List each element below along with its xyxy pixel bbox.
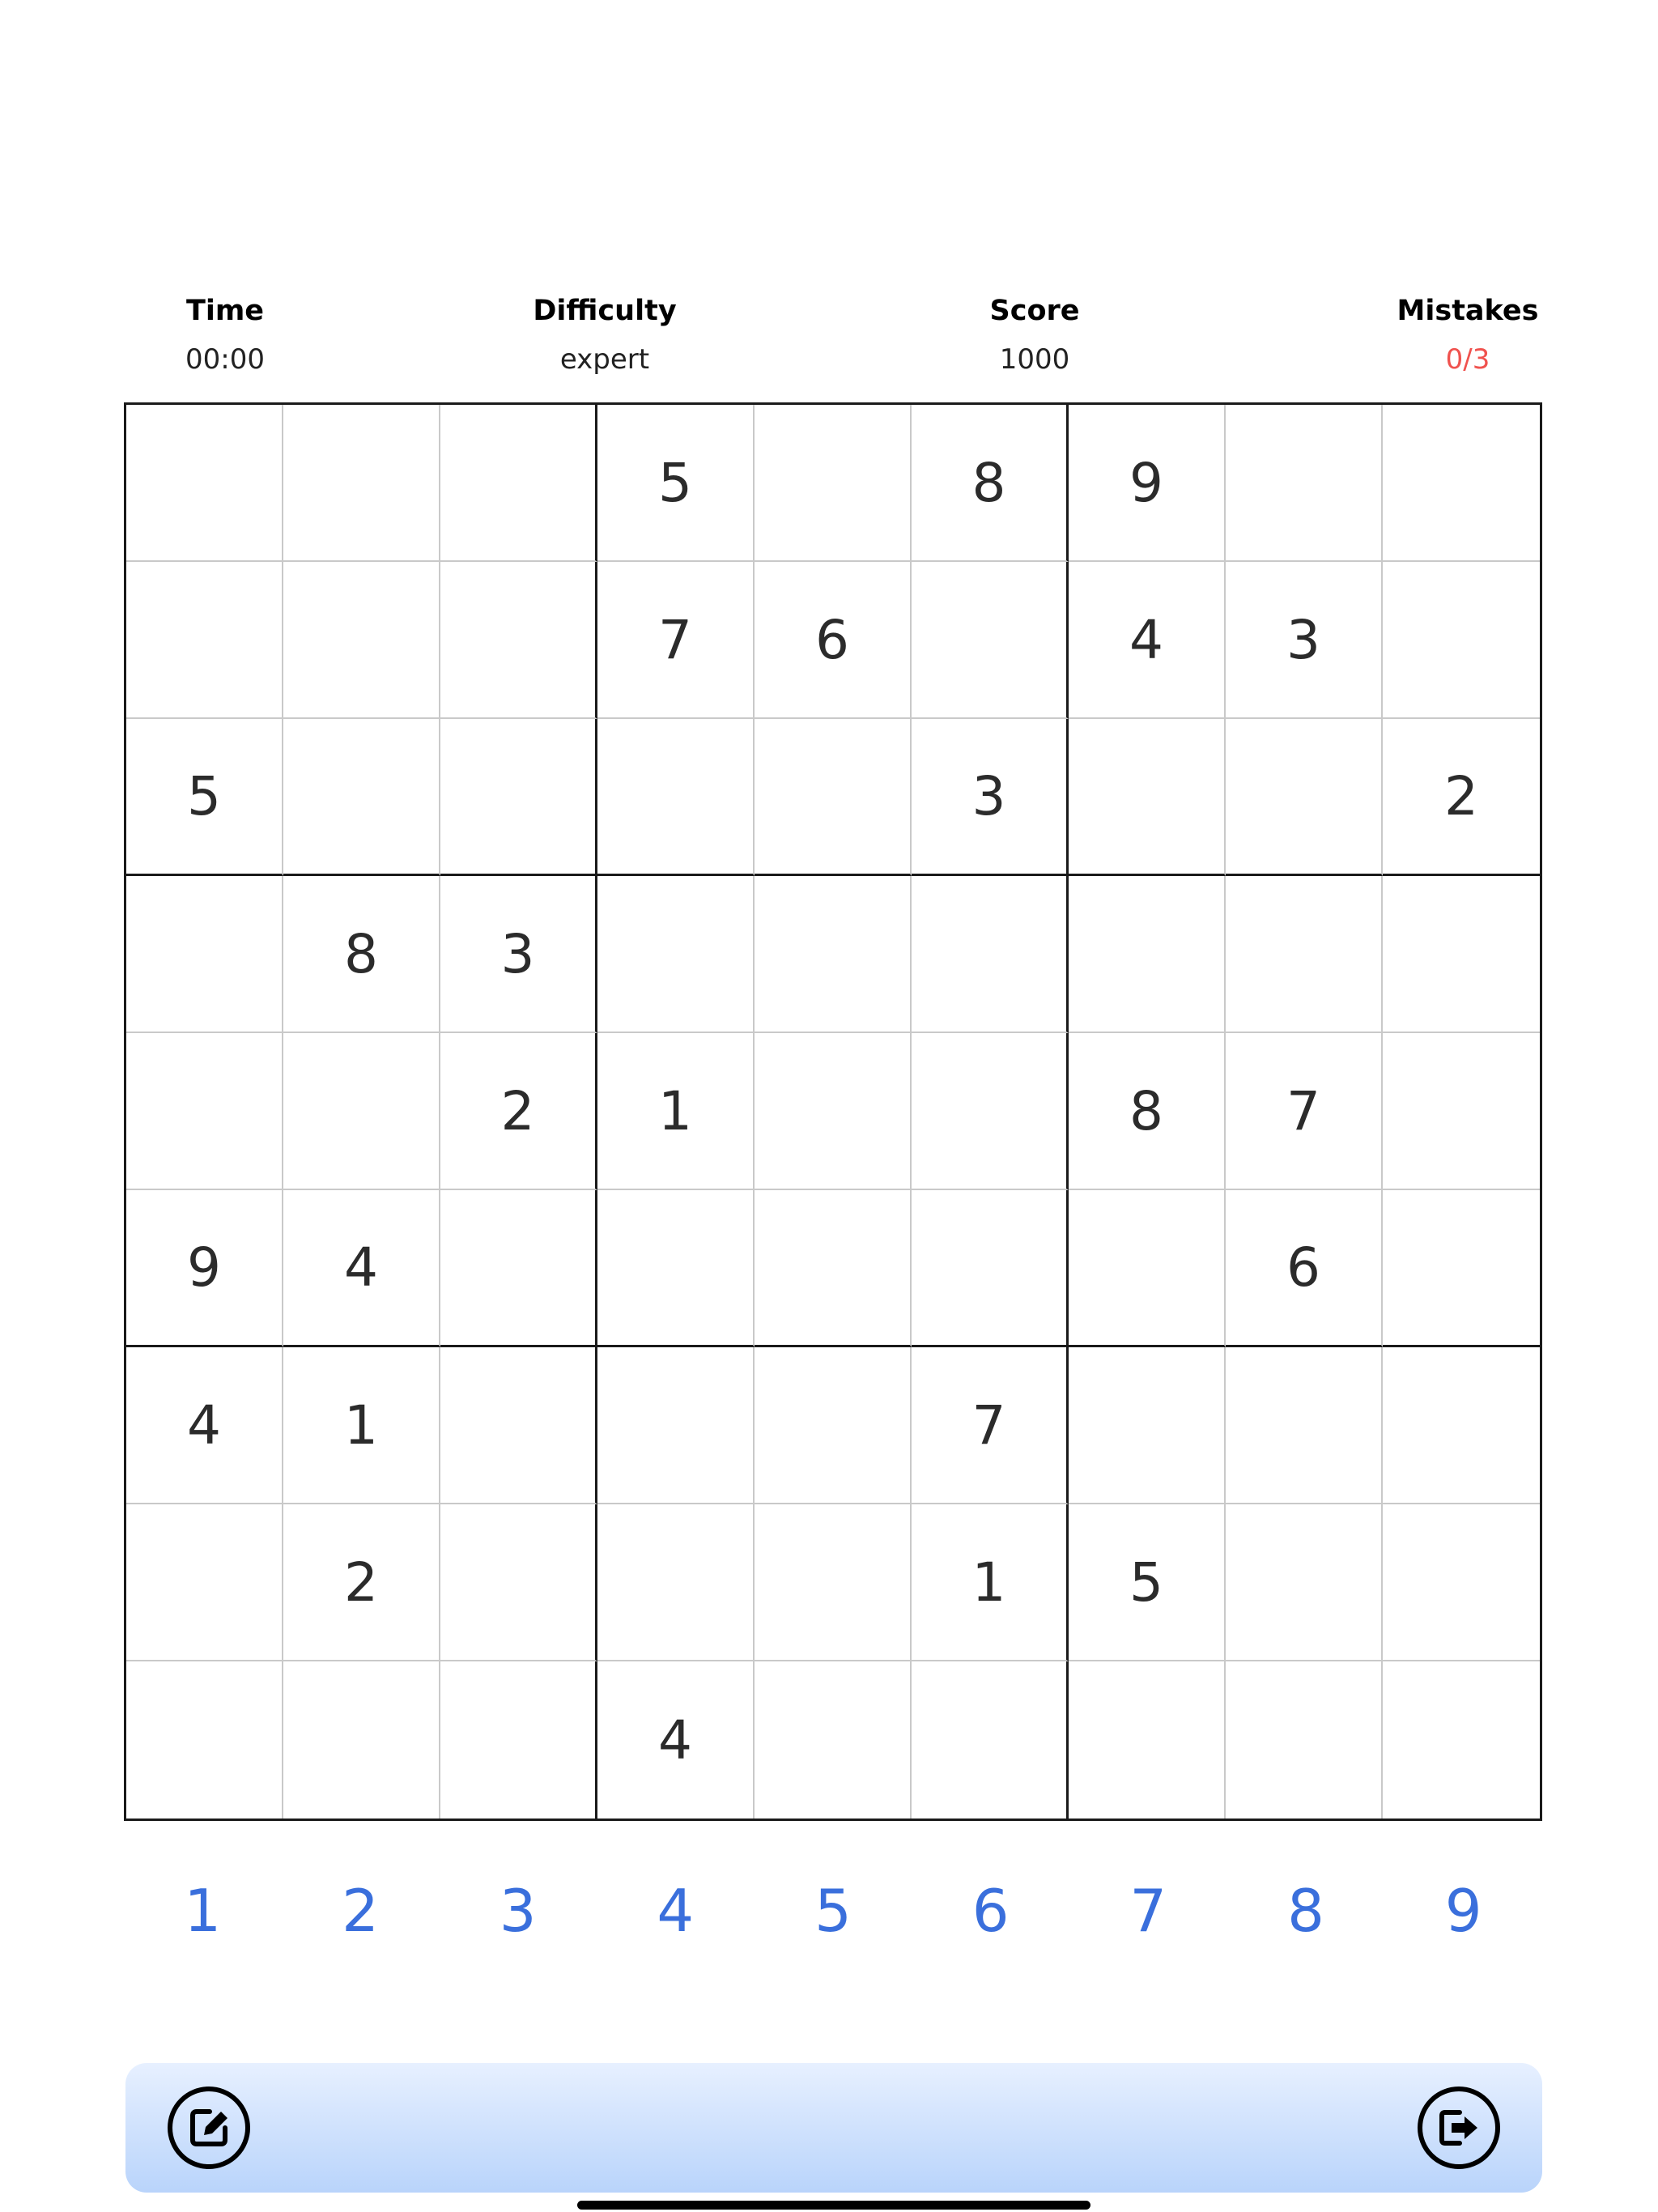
exit-button[interactable] bbox=[1416, 2085, 1502, 2171]
sudoku-cell[interactable]: 7 bbox=[912, 1347, 1069, 1504]
sudoku-cell[interactable] bbox=[597, 1190, 755, 1347]
sudoku-cell[interactable]: 4 bbox=[597, 1661, 755, 1819]
number-button-2[interactable]: 2 bbox=[342, 1877, 379, 1945]
sudoku-cell[interactable] bbox=[597, 719, 755, 876]
sudoku-cell[interactable] bbox=[755, 405, 912, 562]
sudoku-cell[interactable] bbox=[1069, 719, 1226, 876]
sudoku-cell[interactable] bbox=[283, 719, 440, 876]
score-stat bbox=[897, 291, 1172, 379]
sudoku-cell[interactable]: 3 bbox=[440, 876, 597, 1033]
sudoku-cell[interactable]: 8 bbox=[283, 876, 440, 1033]
sudoku-cell[interactable] bbox=[1226, 405, 1383, 562]
sudoku-cell[interactable] bbox=[912, 876, 1069, 1033]
notes-edit-button[interactable] bbox=[166, 2085, 252, 2171]
sudoku-cell[interactable] bbox=[755, 1661, 912, 1819]
sudoku-cell[interactable] bbox=[1069, 1347, 1226, 1504]
sudoku-cell[interactable]: 6 bbox=[755, 562, 912, 719]
sudoku-cell[interactable] bbox=[912, 1190, 1069, 1347]
time-stat bbox=[87, 291, 363, 379]
mistakes-value: 0/3 bbox=[1445, 343, 1490, 376]
number-pad bbox=[124, 1862, 1542, 1959]
sudoku-cell[interactable]: 2 bbox=[1383, 719, 1540, 876]
sudoku-cell[interactable]: 8 bbox=[1069, 1033, 1226, 1190]
sudoku-cell[interactable]: 1 bbox=[597, 1033, 755, 1190]
sudoku-cell[interactable] bbox=[283, 1033, 440, 1190]
sudoku-cell[interactable] bbox=[440, 1347, 597, 1504]
sudoku-cell[interactable] bbox=[912, 1033, 1069, 1190]
difficulty-label: Difficulty bbox=[533, 295, 677, 327]
sudoku-cell[interactable] bbox=[1226, 1661, 1383, 1819]
sudoku-cell[interactable] bbox=[126, 1033, 283, 1190]
sudoku-cell[interactable]: 7 bbox=[597, 562, 755, 719]
sudoku-cell[interactable]: 4 bbox=[126, 1347, 283, 1504]
sudoku-cell[interactable]: 5 bbox=[126, 719, 283, 876]
sudoku-cell[interactable] bbox=[1383, 1504, 1540, 1661]
score-value: 1000 bbox=[999, 343, 1070, 376]
sudoku-cell[interactable] bbox=[755, 1190, 912, 1347]
number-button-1[interactable]: 1 bbox=[184, 1877, 222, 1945]
sudoku-cell[interactable] bbox=[283, 1661, 440, 1819]
number-button-4[interactable]: 4 bbox=[657, 1877, 695, 1945]
sudoku-cell[interactable] bbox=[1069, 876, 1226, 1033]
sudoku-cell[interactable] bbox=[1226, 1504, 1383, 1661]
sudoku-cell[interactable] bbox=[1226, 1347, 1383, 1504]
sudoku-cell[interactable]: 3 bbox=[1226, 562, 1383, 719]
sudoku-cell[interactable] bbox=[1383, 405, 1540, 562]
sudoku-cell[interactable] bbox=[1069, 1190, 1226, 1347]
sudoku-cell[interactable] bbox=[283, 405, 440, 562]
mistakes-stat bbox=[1330, 291, 1605, 379]
number-button-7[interactable]: 7 bbox=[1129, 1877, 1167, 1945]
sudoku-cell[interactable] bbox=[440, 1190, 597, 1347]
sudoku-cell[interactable] bbox=[126, 405, 283, 562]
sudoku-cell[interactable] bbox=[126, 562, 283, 719]
sudoku-cell[interactable] bbox=[755, 1347, 912, 1504]
sudoku-cell[interactable] bbox=[440, 719, 597, 876]
stats-header bbox=[124, 291, 1545, 381]
sudoku-cell[interactable]: 2 bbox=[440, 1033, 597, 1190]
sudoku-cell[interactable] bbox=[1383, 876, 1540, 1033]
sudoku-cell[interactable] bbox=[912, 1661, 1069, 1819]
sudoku-cell[interactable]: 4 bbox=[1069, 562, 1226, 719]
sudoku-cell[interactable] bbox=[1226, 719, 1383, 876]
sudoku-cell[interactable] bbox=[912, 562, 1069, 719]
sudoku-cell[interactable] bbox=[1069, 1661, 1226, 1819]
sudoku-cell[interactable] bbox=[126, 1504, 283, 1661]
sudoku-cell[interactable] bbox=[755, 1033, 912, 1190]
home-indicator bbox=[577, 2201, 1090, 2210]
difficulty-value: expert bbox=[559, 343, 650, 376]
sudoku-cell[interactable]: 5 bbox=[597, 405, 755, 562]
sudoku-cell[interactable]: 1 bbox=[912, 1504, 1069, 1661]
mistakes-label: Mistakes bbox=[1397, 295, 1539, 327]
sudoku-cell[interactable] bbox=[1383, 1033, 1540, 1190]
sudoku-cell[interactable] bbox=[755, 719, 912, 876]
exit-icon bbox=[1416, 2085, 1502, 2171]
sudoku-cell[interactable]: 5 bbox=[1069, 1504, 1226, 1661]
sudoku-cell[interactable]: 9 bbox=[126, 1190, 283, 1347]
sudoku-cell[interactable]: 4 bbox=[283, 1190, 440, 1347]
number-button-5[interactable]: 5 bbox=[814, 1877, 852, 1945]
sudoku-board bbox=[124, 402, 1542, 1821]
number-button-9[interactable]: 9 bbox=[1444, 1877, 1482, 1945]
number-button-3[interactable]: 3 bbox=[499, 1877, 537, 1945]
sudoku-cell[interactable] bbox=[126, 876, 283, 1033]
sudoku-cell[interactable]: 7 bbox=[1226, 1033, 1383, 1190]
bottom-toolbar bbox=[125, 2063, 1542, 2193]
sudoku-cell[interactable] bbox=[1226, 876, 1383, 1033]
sudoku-cell[interactable] bbox=[597, 1504, 755, 1661]
sudoku-cell[interactable] bbox=[440, 562, 597, 719]
number-button-8[interactable]: 8 bbox=[1287, 1877, 1324, 1945]
sudoku-cell[interactable]: 8 bbox=[912, 405, 1069, 562]
edit-pencil-icon bbox=[166, 2085, 252, 2171]
sudoku-cell[interactable]: 6 bbox=[1226, 1190, 1383, 1347]
sudoku-cell[interactable] bbox=[755, 1504, 912, 1661]
sudoku-cell[interactable]: 2 bbox=[283, 1504, 440, 1661]
sudoku-cell[interactable] bbox=[440, 1504, 597, 1661]
sudoku-cell[interactable] bbox=[597, 1347, 755, 1504]
sudoku-cell[interactable] bbox=[755, 876, 912, 1033]
time-label: Time bbox=[185, 295, 265, 327]
difficulty-stat bbox=[467, 291, 742, 379]
score-label: Score bbox=[989, 295, 1080, 327]
sudoku-cell[interactable] bbox=[283, 562, 440, 719]
time-value: 00:00 bbox=[185, 343, 265, 376]
sudoku-cell[interactable] bbox=[1383, 1190, 1540, 1347]
sudoku-cell[interactable]: 1 bbox=[283, 1347, 440, 1504]
sudoku-cell[interactable] bbox=[1383, 562, 1540, 719]
sudoku-cell[interactable] bbox=[1383, 1661, 1540, 1819]
sudoku-cell[interactable] bbox=[440, 1661, 597, 1819]
number-button-6[interactable]: 6 bbox=[971, 1877, 1010, 1945]
sudoku-cell[interactable]: 9 bbox=[1069, 405, 1226, 562]
sudoku-cell[interactable] bbox=[597, 876, 755, 1033]
sudoku-cell[interactable]: 3 bbox=[912, 719, 1069, 876]
sudoku-cell[interactable] bbox=[1383, 1347, 1540, 1504]
sudoku-cell[interactable] bbox=[126, 1661, 283, 1819]
sudoku-cell[interactable] bbox=[440, 405, 597, 562]
